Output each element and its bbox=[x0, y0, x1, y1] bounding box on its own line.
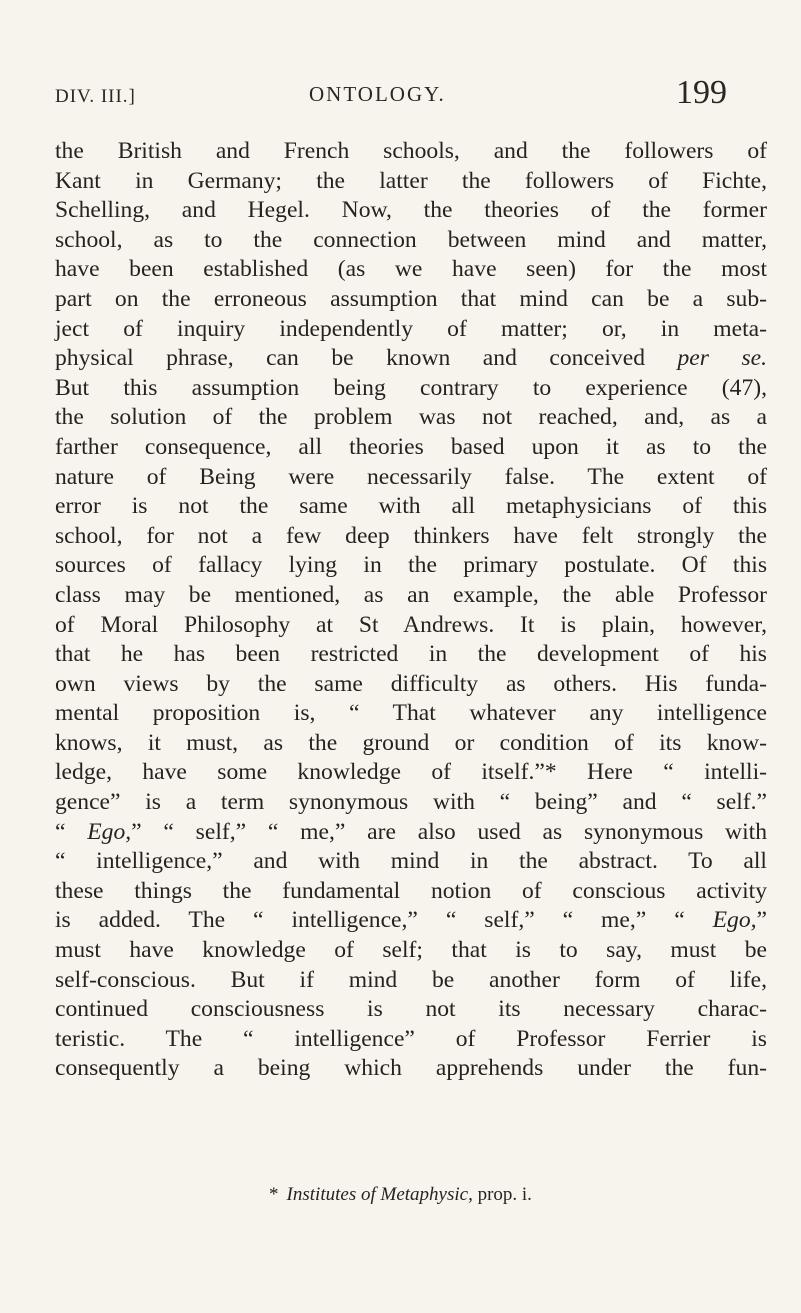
text-line: Kant in Germany; the latter the followers of Fichte, bbox=[55, 167, 767, 194]
text-line: continued consciousness is not its necessary charac- bbox=[55, 996, 767, 1023]
text-line: self-conscious. But if mind be another form of life, bbox=[55, 966, 767, 993]
text-line: “ intelligence,” and with mind in the abstract. To all bbox=[55, 848, 767, 875]
text-line: part on the erroneous assumption that mind can be a sub- bbox=[55, 285, 767, 312]
text-line: gence” is a term synonymous with “ being” and “ self.” bbox=[55, 789, 767, 816]
text-line: mental proposition is, “ That whatever any intelligence bbox=[55, 700, 767, 727]
text-line: is added. The “ intelligence,” “ self,” “ me,” “ Ego,” bbox=[55, 907, 767, 934]
text-line: Schelling, and Hegel. Now, the theories of the former bbox=[55, 197, 767, 224]
footnote-title: Institutes of Metaphysic, bbox=[286, 1184, 473, 1205]
text-line: nature of Being were necessarily false. The extent of bbox=[55, 463, 767, 490]
text-line: teristic. The “ intelligence” of Professor Ferrier is bbox=[55, 1025, 767, 1052]
text-line: error is not the same with all metaphysicians of this bbox=[55, 493, 767, 520]
section-marker: DIV. III.] bbox=[55, 86, 136, 107]
text-line: knows, it must, as the ground or condition of its know- bbox=[55, 729, 767, 756]
text-line: farther consequence, all theories based upon it as to the bbox=[55, 433, 767, 460]
italic-term: per se. bbox=[677, 345, 767, 372]
text-line: ject of inquiry independently of matter; or, in meta- bbox=[55, 315, 767, 342]
text-line: school, as to the connection between mind and matter, bbox=[55, 226, 767, 253]
text-line: of Moral Philosophy at St Andrews. It is plain, however, bbox=[55, 611, 767, 638]
italic-term: Ego, bbox=[87, 818, 132, 845]
page-number: 199 bbox=[676, 74, 727, 111]
chapter-title: ONTOLOGY. bbox=[309, 82, 446, 106]
text-line: the solution of the problem was not reached, and, as a bbox=[55, 404, 767, 431]
text-line: that he has been restricted in the development of his bbox=[55, 641, 767, 668]
body-text bbox=[55, 137, 767, 1084]
footnote-reference: prop. i. bbox=[477, 1184, 532, 1205]
footnote-mark: * bbox=[269, 1184, 279, 1205]
text-line: these things the fundamental notion of conscious activity bbox=[55, 877, 767, 904]
text-line: must have knowledge of self; that is to say, must be bbox=[55, 937, 767, 964]
text-line: sources of fallacy lying in the primary postulate. Of this bbox=[55, 552, 767, 579]
text-line: ledge, have some knowledge of itself.”* Here “ intelli- bbox=[55, 759, 767, 786]
text-line: school, for not a few deep thinkers have felt strongly the bbox=[55, 522, 767, 549]
italic-term: Ego, bbox=[712, 907, 757, 934]
text-line: own views by the same difficulty as others. His funda- bbox=[55, 670, 767, 697]
text-line: have been established (as we have seen) for the most bbox=[55, 256, 767, 283]
text-line: consequently a being which apprehends under the fun- bbox=[55, 1055, 767, 1082]
text-line: physical phrase, can be known and conceived per se. bbox=[55, 345, 767, 372]
text-line: class may be mentioned, as an example, the able Professor bbox=[55, 581, 767, 608]
text-line: “ Ego,” “ self,” “ me,” are also used as synonymous with bbox=[55, 818, 767, 845]
text-line: the British and French schools, and the followers of bbox=[55, 138, 767, 164]
running-head bbox=[55, 74, 775, 118]
footnote bbox=[0, 1184, 801, 1206]
text-line: But this assumption being contrary to experience (47), bbox=[55, 374, 767, 401]
